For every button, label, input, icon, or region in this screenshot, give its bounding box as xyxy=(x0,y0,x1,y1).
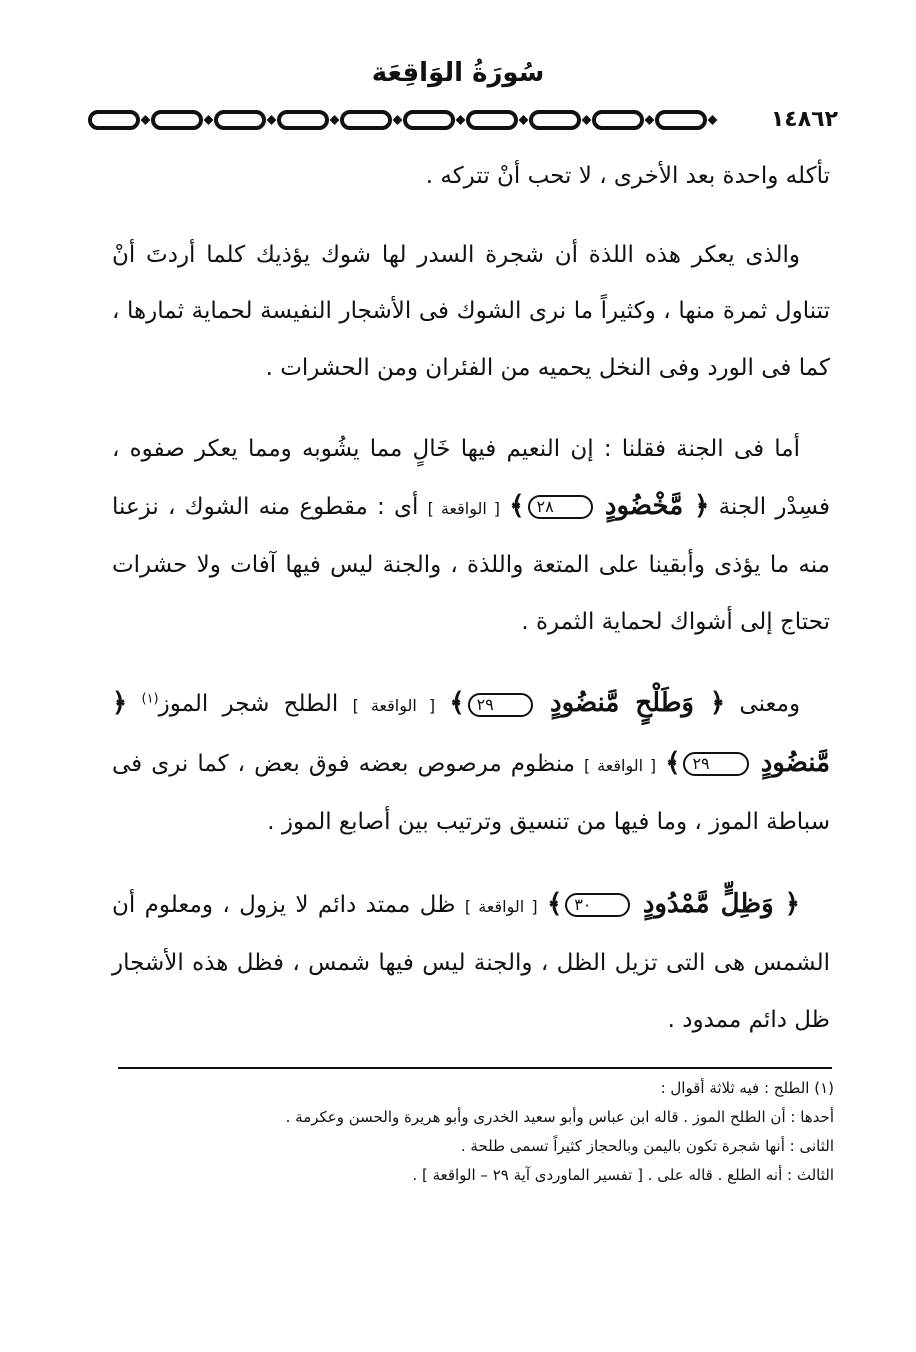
footnote-1-first-opinion: أحدها : أن الطلح الموز . قاله ابن عباس وأبو سعيد الخدرى وأبو هريرة والحسن وعكرمة . xyxy=(285,1108,834,1126)
footnote-1-second-opinion: الثانى : أنها شجرة تكون باليمن وبالحجاز كثيراً تسمى طلحة . xyxy=(460,1137,834,1155)
header-ornament-band xyxy=(84,104,844,136)
diamond-dot-icon xyxy=(582,115,592,125)
ayah-number-28: ٢٨ xyxy=(528,495,593,519)
quran-close-bracket: ﴾ xyxy=(509,490,525,521)
surah-reference: [ الواقعة ] xyxy=(464,896,538,916)
main-text xyxy=(112,148,830,1073)
page-number: ١٤٨٦٢ xyxy=(767,104,842,136)
quran-verse-talh: ﴿ وَطَلْحٍ مَّنضُودٍ xyxy=(550,688,726,718)
footnote-divider xyxy=(118,1067,832,1069)
ayah-number-30: ٣٠ xyxy=(565,893,630,917)
chain-link-icon xyxy=(153,112,201,128)
paragraph-4-text-b: الطلح شجر الموز xyxy=(158,691,339,717)
paragraph-5-text-b: ظل ممتد دائم لا يزول ، ومعلوم أن الشمس هى التى تزيل الظل ، والجنة ليس فيها شمس ، فظل هذه الأشجار ظل دائم ممدود . xyxy=(112,891,830,1033)
quran-close-bracket: ﴾ xyxy=(449,688,465,718)
diamond-dot-icon xyxy=(330,115,340,125)
ayah-number-29: ٢٩ xyxy=(468,693,533,717)
diamond-dot-icon xyxy=(141,115,151,125)
diamond-dot-icon xyxy=(708,115,718,125)
chain-link-icon xyxy=(279,112,327,128)
footnote-1-third-opinion: الثالث : أنه الطلع . قاله على . [ تفسير الماوردى آية ٢٩ – الواقعة ] . xyxy=(412,1166,834,1184)
surah-reference: [ الواقعة ] xyxy=(352,696,436,715)
chain-link-icon xyxy=(468,112,516,128)
ayah-number-29: ٢٩ xyxy=(683,752,748,776)
chain-link-icon xyxy=(531,112,579,128)
quran-verse-mandud: ﴿ مَّنضُودٍ xyxy=(112,688,831,778)
diamond-dot-icon xyxy=(519,115,529,125)
paragraph-4 xyxy=(112,675,830,851)
paragraph-4-text-a: ومعنى xyxy=(739,691,801,717)
chain-link-icon xyxy=(594,112,642,128)
diamond-dot-icon xyxy=(267,115,277,125)
paragraph-3-text-a: أما فى الجنة فقلنا : إن النعيم فيها خَالٍ مما يشُوبه ومما يعكر صفوه ، فسِدْر الجنة xyxy=(112,436,831,520)
paragraph-3 xyxy=(112,421,830,650)
surah-reference: [ الواقعة ] xyxy=(584,755,657,775)
quran-close-bracket: ﴾ xyxy=(547,888,563,919)
diamond-dot-icon xyxy=(393,115,403,125)
quran-close-bracket: ﴾ xyxy=(665,747,681,778)
diamond-dot-icon xyxy=(645,115,655,125)
chain-ornament-icon xyxy=(84,104,844,136)
paragraph-4-text-c: منظوم مرصوص بعضه فوق بعض ، كما نرى فى سباطة الموز ، وما فيها من تنسيق وترتيب بين أصابع الموز . xyxy=(112,750,830,835)
diamond-dot-icon xyxy=(204,115,214,125)
footnote-1-heading: (١) الطلح : فيه ثلاثة أقوال : xyxy=(660,1079,834,1097)
diamond-dot-icon xyxy=(456,115,466,125)
paragraph-5 xyxy=(112,876,830,1049)
footnotes xyxy=(112,1074,834,1190)
paragraph-2: والذى يعكر هذه اللذة أن شجرة السدر لها شوك يؤذيك كلما أردتَ أنْ تتناول ثمرة منها ، وكثيراً ما نرى الشوك فى الأشجار النفيسة لحماية ثمارها ، كما فى الورد وفى النخل يحميه من الفئران ومن الحشرات . xyxy=(112,241,830,381)
quran-verse-zill: ﴿ وَظِلٍّ مَّمْدُودٍ xyxy=(642,888,800,919)
chain-link-icon xyxy=(216,112,264,128)
quran-verse-makhdud: ﴿ مَّخْضُودٍ xyxy=(604,490,710,521)
chain-link-icon xyxy=(657,112,705,128)
chain-link-icon xyxy=(405,112,453,128)
chain-link-icon xyxy=(342,112,390,128)
chain-link-icon xyxy=(90,112,138,128)
footnote-marker: (١) xyxy=(141,691,159,707)
surah-reference: [ الواقعة ] xyxy=(427,498,501,518)
paragraph-1: تأكله واحدة بعد الأخرى ، لا تحب أنْ تتركه . xyxy=(425,163,830,189)
surah-title: سُورَةُ الوَاقِعَة xyxy=(371,58,545,88)
paragraph-3-text-b: أى : مقطوع منه الشوك ، نزعنا منه ما يؤذى وأبقينا على المتعة واللذة ، والجنة ليس فيها آفات ولا حشرات تحتاج إلى أشواك لحماية الثمرة . xyxy=(112,493,830,635)
